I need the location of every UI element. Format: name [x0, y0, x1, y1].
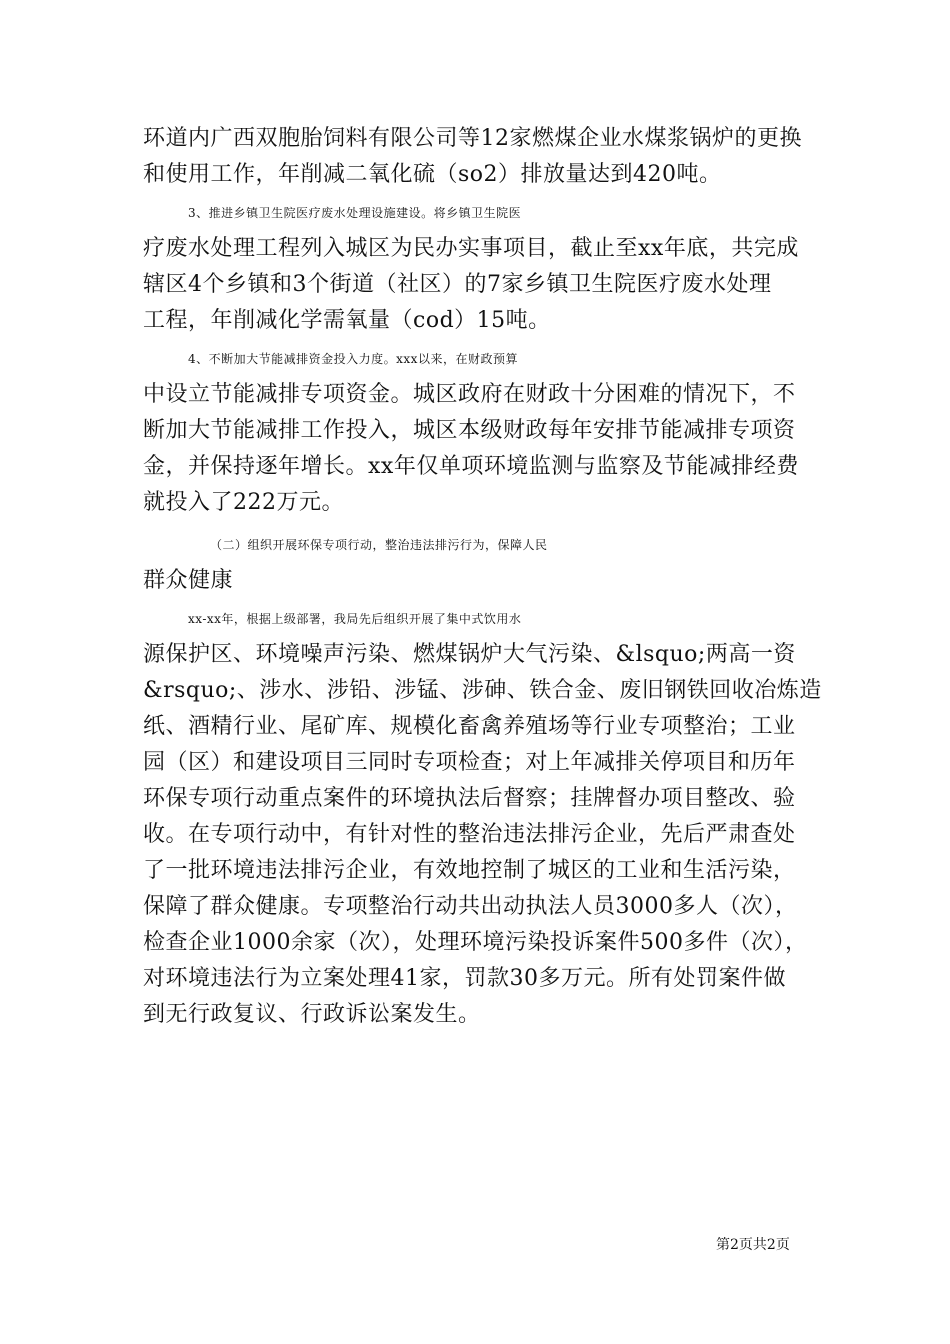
body-text-line: 断加大节能减排工作投入，城区本级财政每年安排节能减排专项资 — [143, 418, 796, 443]
body-text-line: 金，并保持逐年增长。xx年仅单项环境监测与监察及节能减排经费 — [143, 454, 799, 479]
body-text-line: 辖区4个乡镇和3个街道（社区）的7家乡镇卫生院医疗废水处理 — [143, 272, 772, 297]
body-text-line: 检查企业1000余家（次），处理环境污染投诉案件500多件（次）， — [143, 930, 808, 955]
body-text-line: 中设立节能减排专项资金。城区政府在财政十分困难的情况下，不 — [143, 382, 796, 407]
body-text-line: 纸、酒精行业、尾矿库、规模化畜禽养殖场等行业专项整治；工业 — [143, 714, 796, 739]
body-text-line: 对环境违法行为立案处理41家，罚款30多万元。所有处罚案件做 — [143, 966, 786, 991]
body-text-line: 疗废水处理工程列入城区为民办实事项目，截止至xx年底，共完成 — [143, 236, 799, 261]
body-text-line: 工程，年削减化学需氧量（cod）15吨。 — [143, 308, 551, 333]
item-4-heading-line: 4、不断加大节能减排资金投入力度。xxx以来，在财政预算 — [188, 352, 518, 366]
body-text-line: 到无行政复议、行政诉讼案发生。 — [143, 1002, 481, 1027]
body-text-line: 园（区）和建设项目三同时专项检查；对上年减排关停项目和历年 — [143, 750, 796, 775]
item-3-heading-line: 3、推进乡镇卫生院医疗废水处理设施建设。将乡镇卫生院医 — [188, 206, 522, 220]
body-text-line: 源保护区、环境噪声污染、燃煤锅炉大气污染、&lsquo;两高一资 — [143, 642, 796, 667]
body-text-line: 和使用工作，年削减二氧化硫（so2）排放量达到420吨。 — [143, 162, 722, 187]
page-number-footer: 第2页共2页 — [716, 1237, 790, 1253]
body-text-line: &rsquo;、涉水、涉铅、涉锰、涉砷、铁合金、废旧钢铁回收冶炼造 — [143, 678, 822, 703]
body-text-line: 就投入了222万元。 — [143, 490, 344, 515]
body-text-line: 收。在专项行动中，有针对性的整治违法排污企业，先后严肃查处 — [143, 822, 796, 847]
section-heading-line: 群众健康 — [143, 568, 234, 593]
body-text-line: xx-xx年，根据上级部署，我局先后组织开展了集中式饮用水 — [188, 612, 522, 626]
section-heading-line: （二）组织开展环保专项行动，整治违法排污行为，保障人民 — [210, 538, 548, 552]
body-text-line: 环道内广西双胞胎饲料有限公司等12家燃煤企业水煤浆锅炉的更换 — [143, 126, 802, 151]
body-text-line: 了一批环境违法排污企业，有效地控制了城区的工业和生活污染， — [143, 858, 796, 883]
body-text-line: 保障了群众健康。专项整治行动共出动执法人员3000多人（次）， — [143, 894, 798, 919]
body-text-line: 环保专项行动重点案件的环境执法后督察；挂牌督办项目整改、验 — [143, 786, 796, 811]
